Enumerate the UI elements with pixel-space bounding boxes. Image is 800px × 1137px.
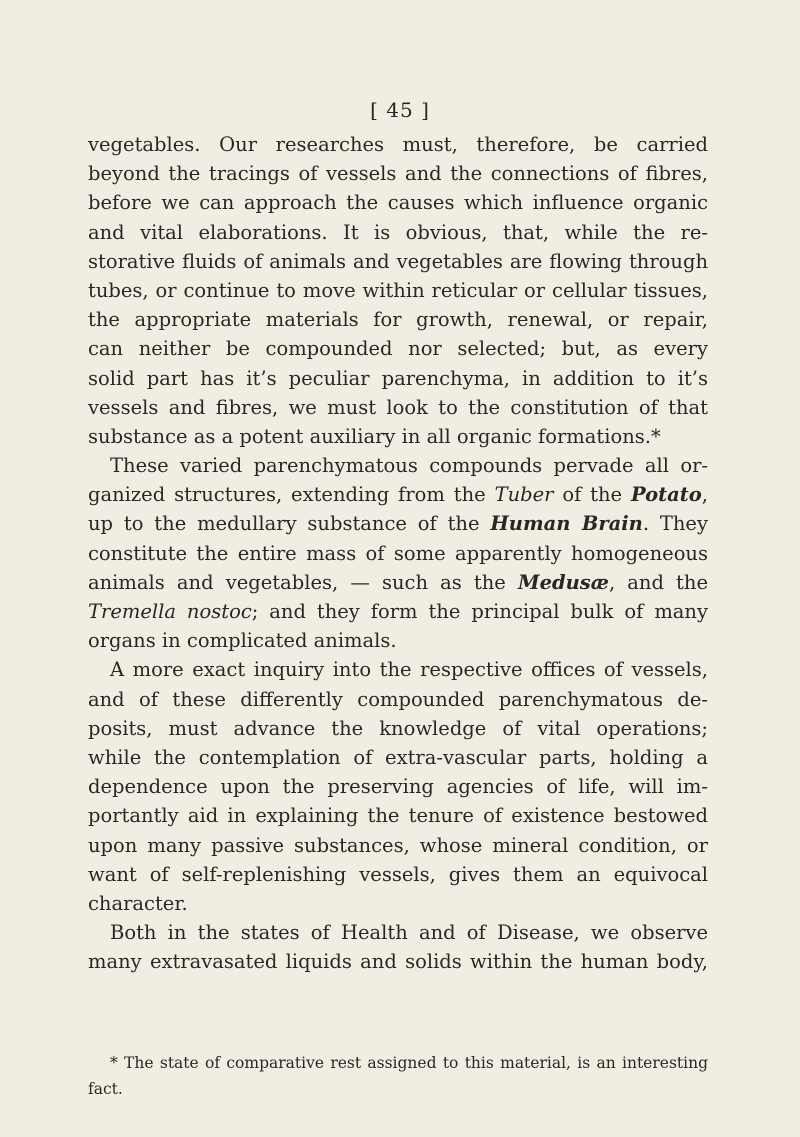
text-line: the appropriate materials for growth, renewal, or repair, bbox=[88, 308, 708, 332]
text-line: solid part has it’s peculiar parenchyma, in addition to it’s bbox=[88, 366, 708, 390]
italic-term-medusae: Medusæ bbox=[517, 570, 609, 594]
text-line: These varied parenchymatous compounds pervade all or- bbox=[110, 454, 708, 478]
text-run: animals and vegetables, — such as the bbox=[88, 570, 518, 594]
text-line: vessels and fibres, we must look to the constitution of that bbox=[88, 395, 708, 419]
text-line: Both in the states of Health and of Disease, we observe bbox=[110, 921, 708, 945]
text-run: , bbox=[701, 483, 708, 507]
italic-term-human-brain: Human Brain bbox=[490, 512, 643, 536]
text-line: dependence upon the preserving agencies of life, will im- bbox=[88, 775, 708, 799]
text-line bbox=[88, 480, 708, 509]
italic-term-tremella-nostoc: Tremella nostoc bbox=[88, 600, 252, 623]
text-line: while the contemplation of extra-vascular parts, holding a bbox=[88, 745, 708, 769]
text-line: portantly aid in explaining the tenure of existence bestowed bbox=[88, 804, 708, 828]
italic-term-potato: Potato bbox=[630, 483, 702, 507]
text-line bbox=[88, 509, 708, 538]
text-line: can neither be compounded nor selected; but, as every bbox=[88, 337, 708, 361]
text-run: up to the medullary substance of the bbox=[88, 512, 491, 536]
text-run: ganized structures, extending from the bbox=[88, 483, 495, 507]
text-line: substance as a potent auxiliary in all organic formations.* bbox=[88, 424, 661, 448]
text-line: tubes, or continue to move within reticular or cellular tissues, bbox=[88, 278, 708, 302]
text-run: of the bbox=[553, 483, 631, 507]
footnote-line: * The state of comparative rest assigned to this material, is an interesting bbox=[110, 1054, 708, 1072]
text-line: constitute the entire mass of some apparently homogeneous bbox=[88, 541, 708, 565]
text-line bbox=[88, 597, 708, 626]
text-line: organs in complicated animals. bbox=[88, 629, 397, 653]
footnote-line: fact. bbox=[88, 1080, 123, 1098]
text-line: before we can approach the causes which influence organic bbox=[88, 191, 708, 215]
text-line: want of self-replenishing vessels, gives them an equivocal bbox=[88, 862, 708, 886]
text-line: and of these differently compounded parenchymatous de- bbox=[88, 687, 708, 711]
page-number: [ 45 ] bbox=[370, 98, 430, 122]
italic-term-tuber: Tuber bbox=[494, 483, 554, 507]
text-line: beyond the tracings of vessels and the connections of fibres, bbox=[88, 162, 708, 186]
text-line bbox=[88, 568, 708, 597]
text-line: and vital elaborations. It is obvious, that, while the re- bbox=[88, 220, 708, 244]
text-line: A more exact inquiry into the respective offices of vessels, bbox=[110, 658, 708, 682]
body-text bbox=[88, 130, 708, 976]
text-run: ; and they form the principal bulk of many bbox=[251, 600, 709, 623]
text-line: storative fluids of animals and vegetables are flowing through bbox=[88, 249, 708, 273]
text-line: vegetables. Our researches must, therefore, be carried bbox=[88, 133, 708, 156]
text-line: many extravasated liquids and solids within the human body, bbox=[88, 950, 708, 974]
text-line: upon many passive substances, whose mineral condition, or bbox=[88, 833, 708, 857]
text-line: character. bbox=[88, 891, 188, 915]
text-line: posits, must advance the knowledge of vital operations; bbox=[88, 716, 708, 740]
text-run: . They bbox=[642, 512, 708, 536]
footnote bbox=[88, 1050, 708, 1102]
text-run: , and the bbox=[608, 570, 708, 594]
